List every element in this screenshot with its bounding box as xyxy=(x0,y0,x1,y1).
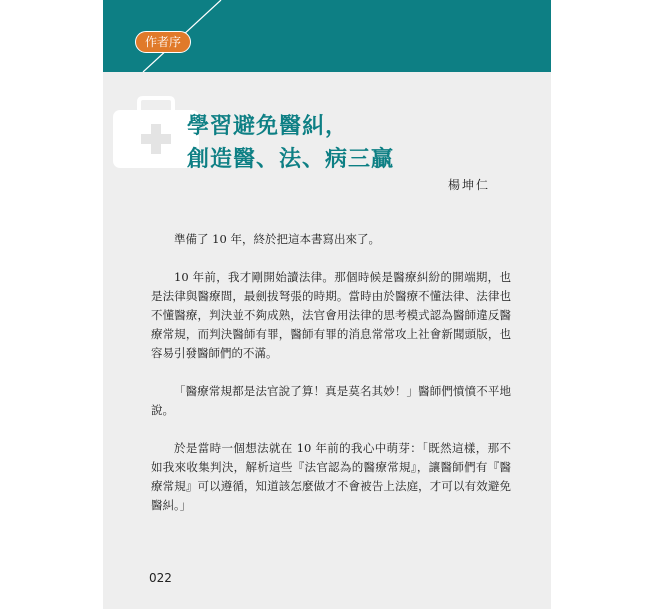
chapter-title-line-1: 學習避免醫糾， xyxy=(187,113,349,139)
chapter-title xyxy=(187,110,394,176)
page-number: 022 xyxy=(149,571,172,585)
header-band xyxy=(103,0,551,72)
book-page xyxy=(103,0,551,609)
paragraph-1: 準備了 10 年，終於把這本書寫出來了。 xyxy=(174,232,380,246)
paragraph-3: 「醫療常規都是法官說了算！真是莫名其妙！」醫師們憤憤不平地說。 xyxy=(151,384,511,417)
body-text xyxy=(151,230,511,534)
paragraph-2: 10 年前，我才剛開始讀法律。那個時候是醫療糾紛的開端期，也是法律與醫療間，最劍拔弩張的時期。當時由於醫療不懂法律、法律也不懂醫療，判決並不夠成熟，法官會用法律的思考模式認為醫師違反醫療常規，而判決醫師有罪，醫師有罪的消息常常攻上社會新聞頭版，也容易引發醫師們的不滿。 xyxy=(151,270,511,360)
paragraph-4: 於是當時一個想法就在 10 年前的我心中萌芽：「既然這樣，那不如我來收集判決，解析這些『法官認為的醫療常規』，讓醫師們有『醫療常規』可以遵循，知道該怎麼做才不會被告上法庭，才可以有效避免醫糾。」 xyxy=(151,441,511,512)
author-name: 楊坤仁 xyxy=(448,178,491,192)
section-tab-preface: 作者序 xyxy=(135,31,191,53)
chapter-title-line-2: 創造醫、法、病三贏 xyxy=(187,146,395,172)
